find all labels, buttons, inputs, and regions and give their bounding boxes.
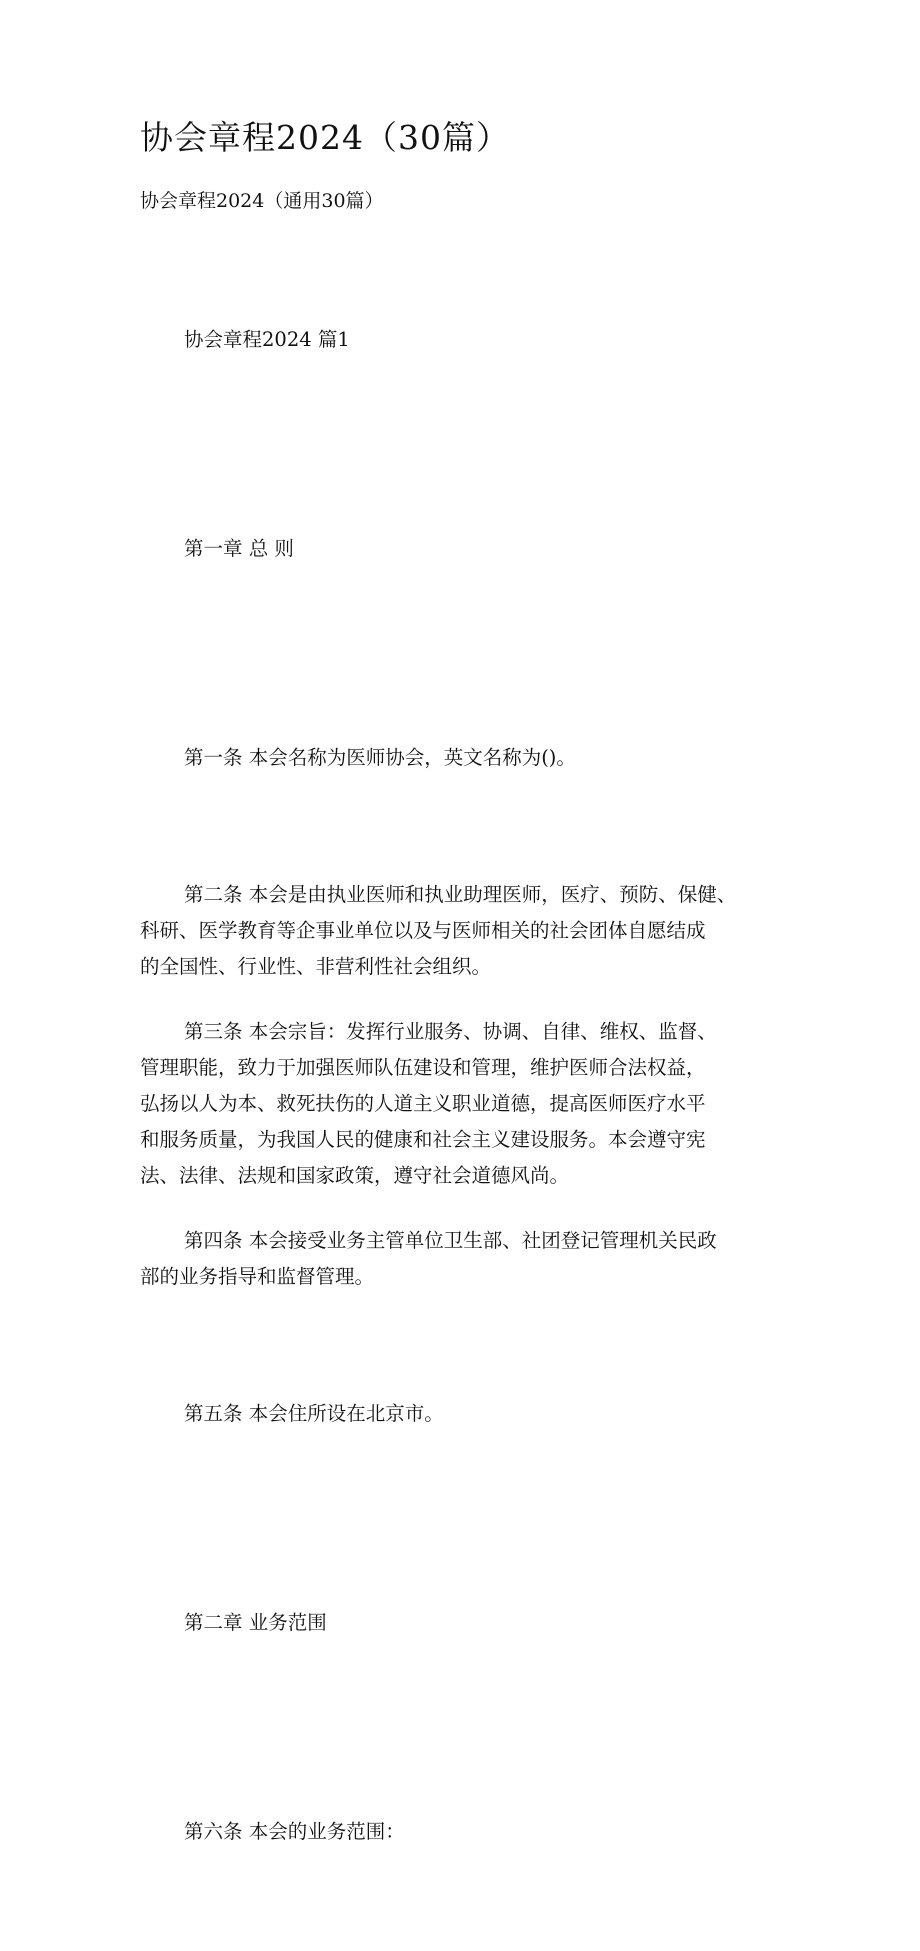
text-line: 第一章 总 则 <box>184 537 294 560</box>
article-2 <box>140 877 790 985</box>
text-line: 弘扬以人为本、救死扶伤的人道主义职业道德，提高医师医疗水平 <box>140 1092 706 1115</box>
text-line: 法、法律、法规和国家政策，遵守社会道德风尚。 <box>140 1164 570 1187</box>
text-line: 第六条 本会的业务范围： <box>184 1820 405 1843</box>
text-line: 协会章程2024 篇1 <box>184 328 350 351</box>
article-1 <box>140 668 790 848</box>
document-body <box>140 250 790 1951</box>
text-line: 第三条 本会宗旨：发挥行业服务、协调、自律、维权、监督、 <box>184 1020 717 1043</box>
article-4 <box>140 1223 790 1295</box>
text-line: 第四条 本会接受业务主管单位卫生部、社团登记管理机关民政 <box>184 1229 717 1252</box>
article-6 <box>140 1742 790 1922</box>
document-subtitle: 协会章程2024（通用30篇） <box>140 190 384 212</box>
text-line: 科研、医学教育等企事业单位以及与医师相关的社会团体自愿结成 <box>140 919 706 942</box>
text-line: 部的业务指导和监督管理。 <box>140 1265 375 1288</box>
document-title: 协会章程2024（30篇） <box>140 118 510 157</box>
text-line: 第二章 业务范围 <box>184 1611 327 1634</box>
article-3 <box>140 1014 790 1194</box>
text-line: 的全国性、行业性、非营利性社会组织。 <box>140 955 492 978</box>
text-line: 第五条 本会住所设在北京市。 <box>184 1402 444 1425</box>
article-5 <box>140 1324 790 1504</box>
section-heading-1 <box>140 250 790 430</box>
text-line: 第二条 本会是由执业医师和执业助理医师，医疗、预防、保健、 <box>184 883 737 906</box>
text-line: 第一条 本会名称为医师协会，英文名称为()。 <box>184 746 576 769</box>
chapter-heading-1 <box>140 459 790 639</box>
text-line: 和服务质量，为我国人民的健康和社会主义建设服务。本会遵守宪 <box>140 1128 706 1151</box>
chapter-heading-2 <box>140 1533 790 1713</box>
text-line: 管理职能，致力于加强医师队伍建设和管理，维护医师合法权益， <box>140 1056 706 1079</box>
